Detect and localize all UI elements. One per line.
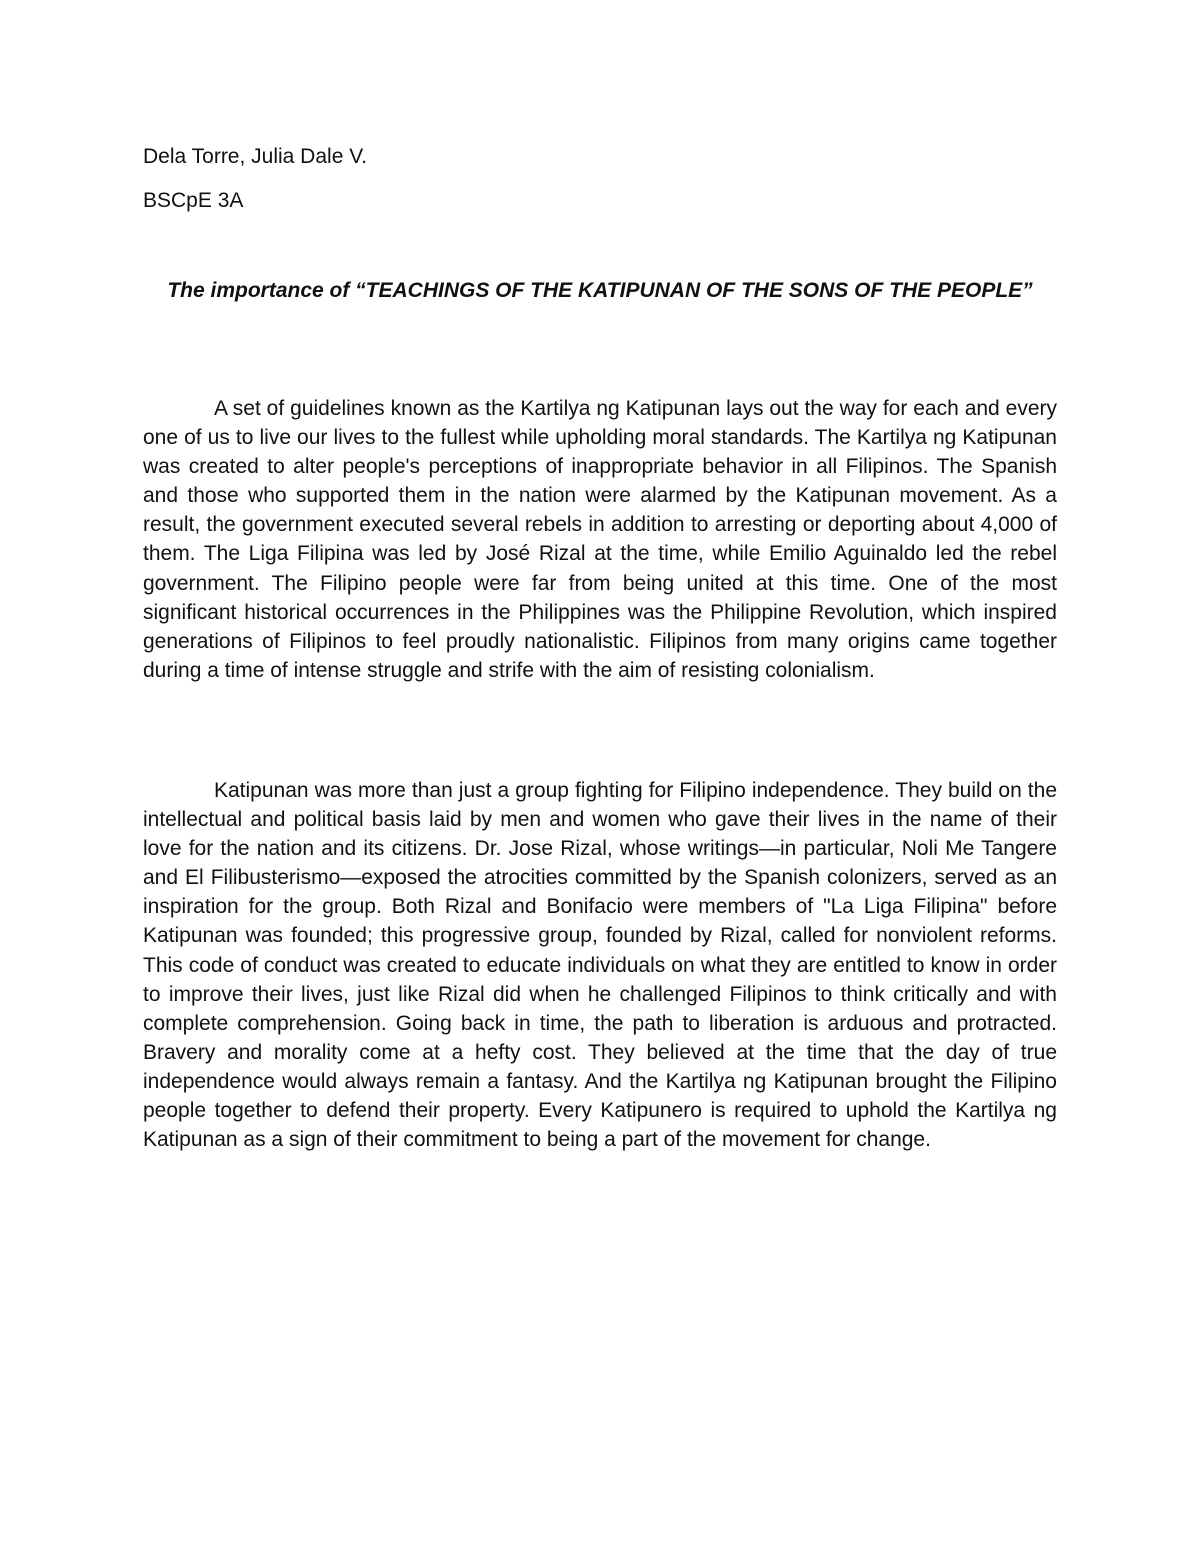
author-name: Dela Torre, Julia Dale V. (143, 145, 368, 168)
body-paragraph-2: Katipunan was more than just a group fighting for Filipino independence. They build on the intellectual and political basis laid by men and women who gave their lives in the name of their love for the nation and its citizens. Dr. Jose Rizal, whose writings—in particular, Noli Me Tangere and El Filibusterismo—exposed the atrocities committed by the Spanish colonizers, served as an inspiration for the group. Both Rizal and Bonifacio were members of "La Liga Filipina" before Katipunan was founded; this progressive group, founded by Rizal, called for nonviolent reforms. This code of conduct was created to educate individuals on what they are entitled to know in order to improve their lives, just like Rizal did when he challenged Filipinos to think critically and with complete comprehension. Going back in time, the path to liberation is arduous and protracted. Bravery and morality come at a hefty cost. They believed at the time that the day of true independence would always remain a fantasy. And the Kartilya ng Katipunan brought the Filipino people together to defend their property. Every Katipunero is required to uphold the Kartilya ng Katipunan as a sign of their commitment to being a part of the movement for change. (143, 779, 1057, 1152)
body-paragraph-1: A set of guidelines known as the Kartilya ng Katipunan lays out the way for each and every one of us to live our lives to the fullest while upholding moral standards. The Kartilya ng Katipunan was created to alter people's perceptions of inappropriate behavior in all Filipinos. The Spanish and those who supported them in the nation were alarmed by the Katipunan movement. As a result, the government executed several rebels in addition to arresting or deporting about 4,000 of them. The Liga Filipina was led by José Rizal at the time, while Emilio Aguinaldo led the rebel government. The Filipino people were far from being united at this time. One of the most significant historical occurrences in the Philippines was the Philippine Revolution, which inspired generations of Filipinos to feel proudly nationalistic. Filipinos from many origins came together during a time of intense struggle and strife with the aim of resisting colonialism. (143, 397, 1057, 682)
essay-title: The importance of “TEACHINGS OF THE KATIPUNAN OF THE SONS OF THE PEOPLE” (167, 279, 1033, 302)
course-section: BSCpE 3A (143, 189, 244, 212)
